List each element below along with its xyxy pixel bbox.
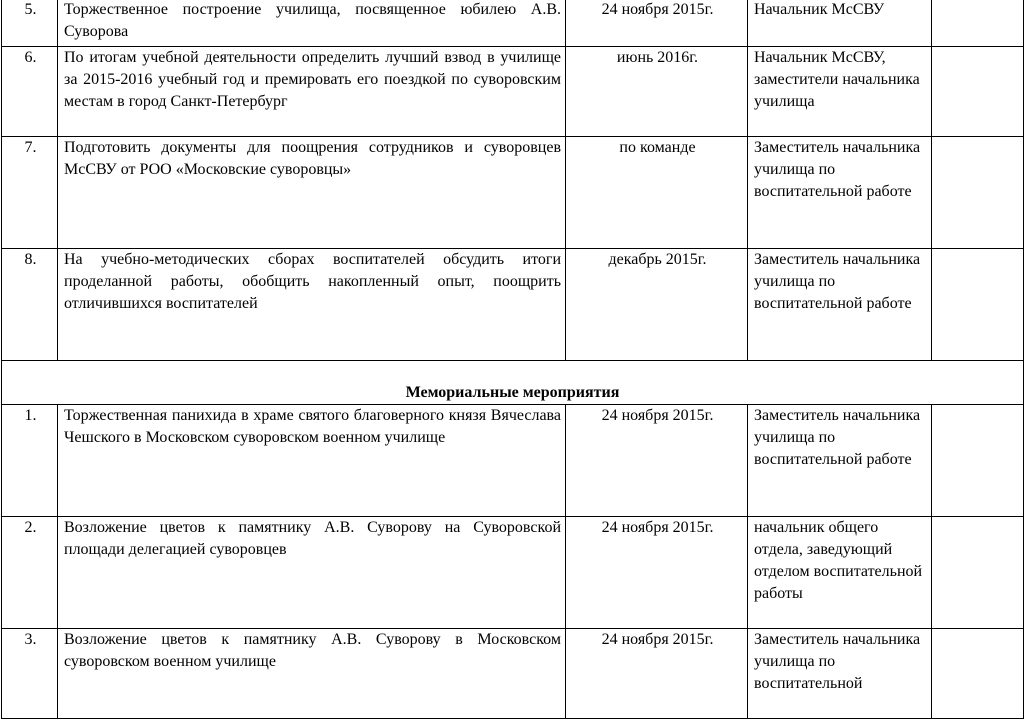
responsible: Заместитель начальника училища по воспитательной работе: [748, 137, 932, 249]
row-number: 2.: [2, 517, 58, 629]
note-cell: [932, 517, 1024, 629]
event-date: декабрь 2015г.: [566, 249, 748, 361]
table-row: [2, 137, 1024, 249]
section-header-row: [2, 361, 1024, 405]
responsible: Начальник МсСВУ, заместители начальника училища: [748, 47, 932, 137]
note-cell: [932, 405, 1024, 517]
table-row: [2, 517, 1024, 629]
event-date: 24 ноября 2015г.: [566, 0, 748, 47]
table-row: [2, 249, 1024, 361]
event-date: июнь 2016г.: [566, 47, 748, 137]
section-title: Мемориальные мероприятия: [2, 361, 1024, 405]
events-table: [1, 0, 1024, 719]
responsible: Заместитель начальника училища по воспитательной работе: [748, 249, 932, 361]
row-number: 7.: [2, 137, 58, 249]
note-cell: [932, 629, 1024, 719]
row-number: 6.: [2, 47, 58, 137]
event-description: Торжественная панихида в храме святого благоверного князя Вячеслава Чешского в Московском суворовском военном училище: [58, 405, 566, 517]
table-row: [2, 0, 1024, 47]
note-cell: [932, 0, 1024, 47]
table-row: [2, 405, 1024, 517]
event-date: по команде: [566, 137, 748, 249]
event-date: 24 ноября 2015г.: [566, 629, 748, 719]
event-description: Торжественное построение училища, посвященное юбилею А.В. Суворова: [58, 0, 566, 47]
row-number: 1.: [2, 405, 58, 517]
event-description: На учебно-методических сборах воспитателей обсудить итоги проделанной работы, обобщить накопленный опыт, поощрить отличившихся воспитателей: [58, 249, 566, 361]
note-cell: [932, 47, 1024, 137]
event-description: Подготовить документы для поощрения сотрудников и суворовцев МсСВУ от РОО «Московские суворовцы»: [58, 137, 566, 249]
row-number: 3.: [2, 629, 58, 719]
row-number: 5.: [2, 0, 58, 47]
responsible: Начальник МсСВУ: [748, 0, 932, 47]
responsible: Заместитель начальника училища по воспитательной работе: [748, 405, 932, 517]
event-date: 24 ноября 2015г.: [566, 405, 748, 517]
responsible: Заместитель начальника училища по воспитательной: [748, 629, 932, 719]
event-date: 24 ноября 2015г.: [566, 517, 748, 629]
event-description: Возложение цветов к памятнику А.В. Суворову на Суворовской площади делегацией суворовцев: [58, 517, 566, 629]
table-row: [2, 629, 1024, 719]
responsible: начальник общего отдела, заведующий отделом воспитательной работы: [748, 517, 932, 629]
event-description: По итогам учебной деятельности определить лучший взвод в училище за 2015-2016 учебный год и премировать его поездкой по суворовским местам в город Санкт-Петербург: [58, 47, 566, 137]
note-cell: [932, 137, 1024, 249]
note-cell: [932, 249, 1024, 361]
table-row: [2, 47, 1024, 137]
event-description: Возложение цветов к памятнику А.В. Суворову в Московском суворовском военном училище: [58, 629, 566, 719]
row-number: 8.: [2, 249, 58, 361]
